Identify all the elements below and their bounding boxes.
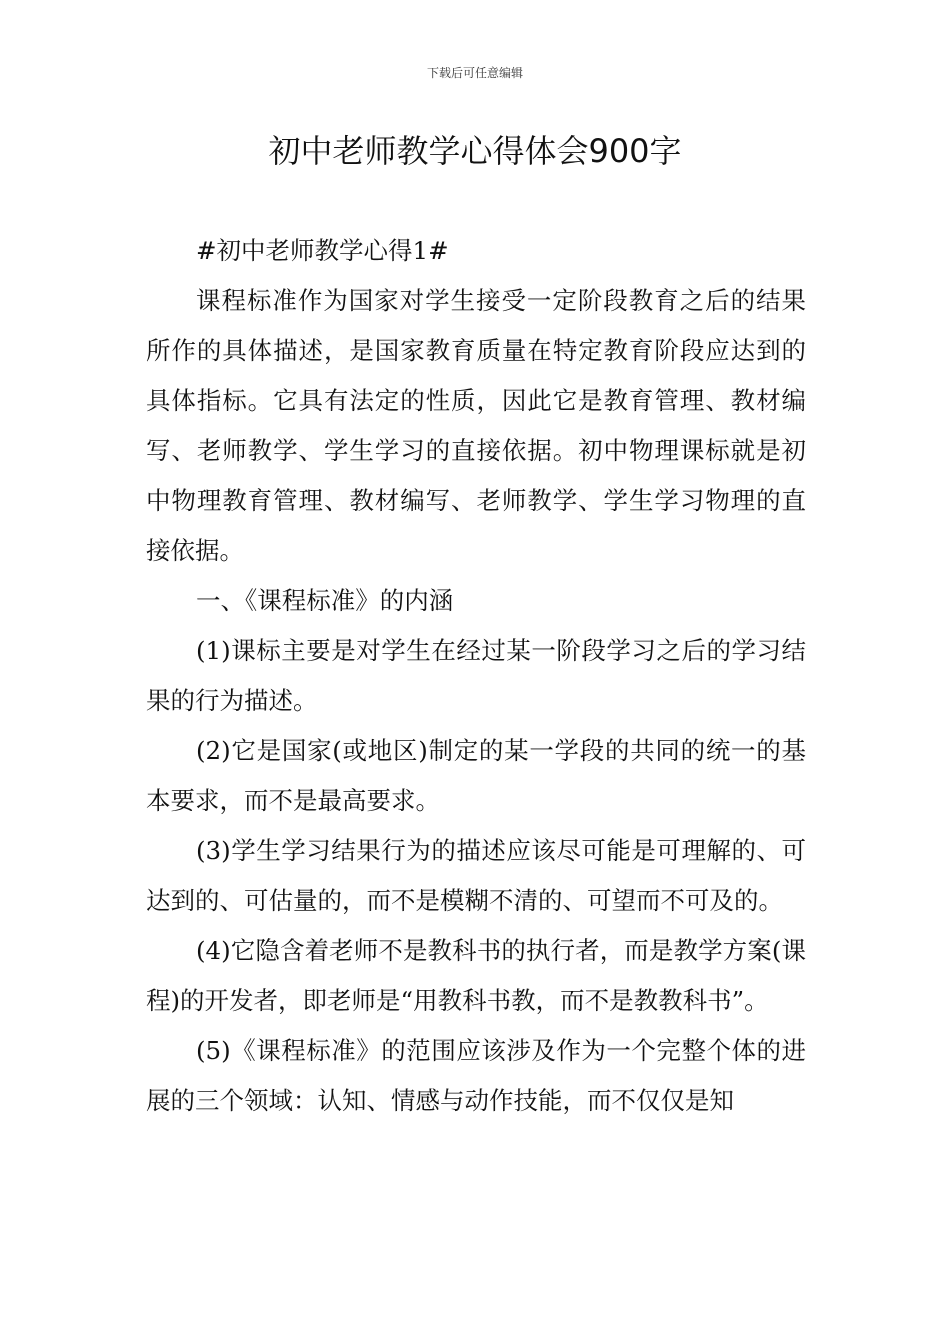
list-item-4: (4)它隐含着老师不是教科书的执行者，而是教学方案(课程)的开发者，即老师是“用教科书教，而不是教教科书”。	[146, 936, 806, 1015]
subsection-heading: 一、《课程标准》的内涵	[196, 586, 454, 615]
document-body	[146, 226, 806, 1126]
header-note: 下载后可任意编辑	[426, 66, 523, 80]
list-item-5: (5)《课程标准》的范围应该涉及作为一个完整个体的进展的三个领域：认知、情感与动作技能，而不仅仅是知	[146, 1036, 806, 1115]
list-item-2: (2)它是国家(或地区)制定的某一学段的共同的统一的基本要求，而不是最高要求。	[146, 736, 806, 815]
document-title: 初中老师教学心得体会900字	[268, 132, 682, 170]
section-heading-1: #初中老师教学心得1#	[196, 236, 449, 265]
list-item-1: (1)课标主要是对学生在经过某一阶段学习之后的学习结果的行为描述。	[146, 636, 806, 715]
list-item-3: (3)学生学习结果行为的描述应该尽可能是可理解的、可达到的、可估量的，而不是模糊不清的、可望而不可及的。	[146, 836, 806, 915]
paragraph-intro: 课程标准作为国家对学生接受一定阶段教育之后的结果所作的具体描述，是国家教育质量在特定教育阶段应达到的具体指标。它具有法定的性质，因此它是教育管理、教材编写、老师教学、学生学习的直接依据。初中物理课标就是初中物理教育管理、教材编写、老师教学、学生学习物理的直接依据。	[146, 286, 806, 565]
